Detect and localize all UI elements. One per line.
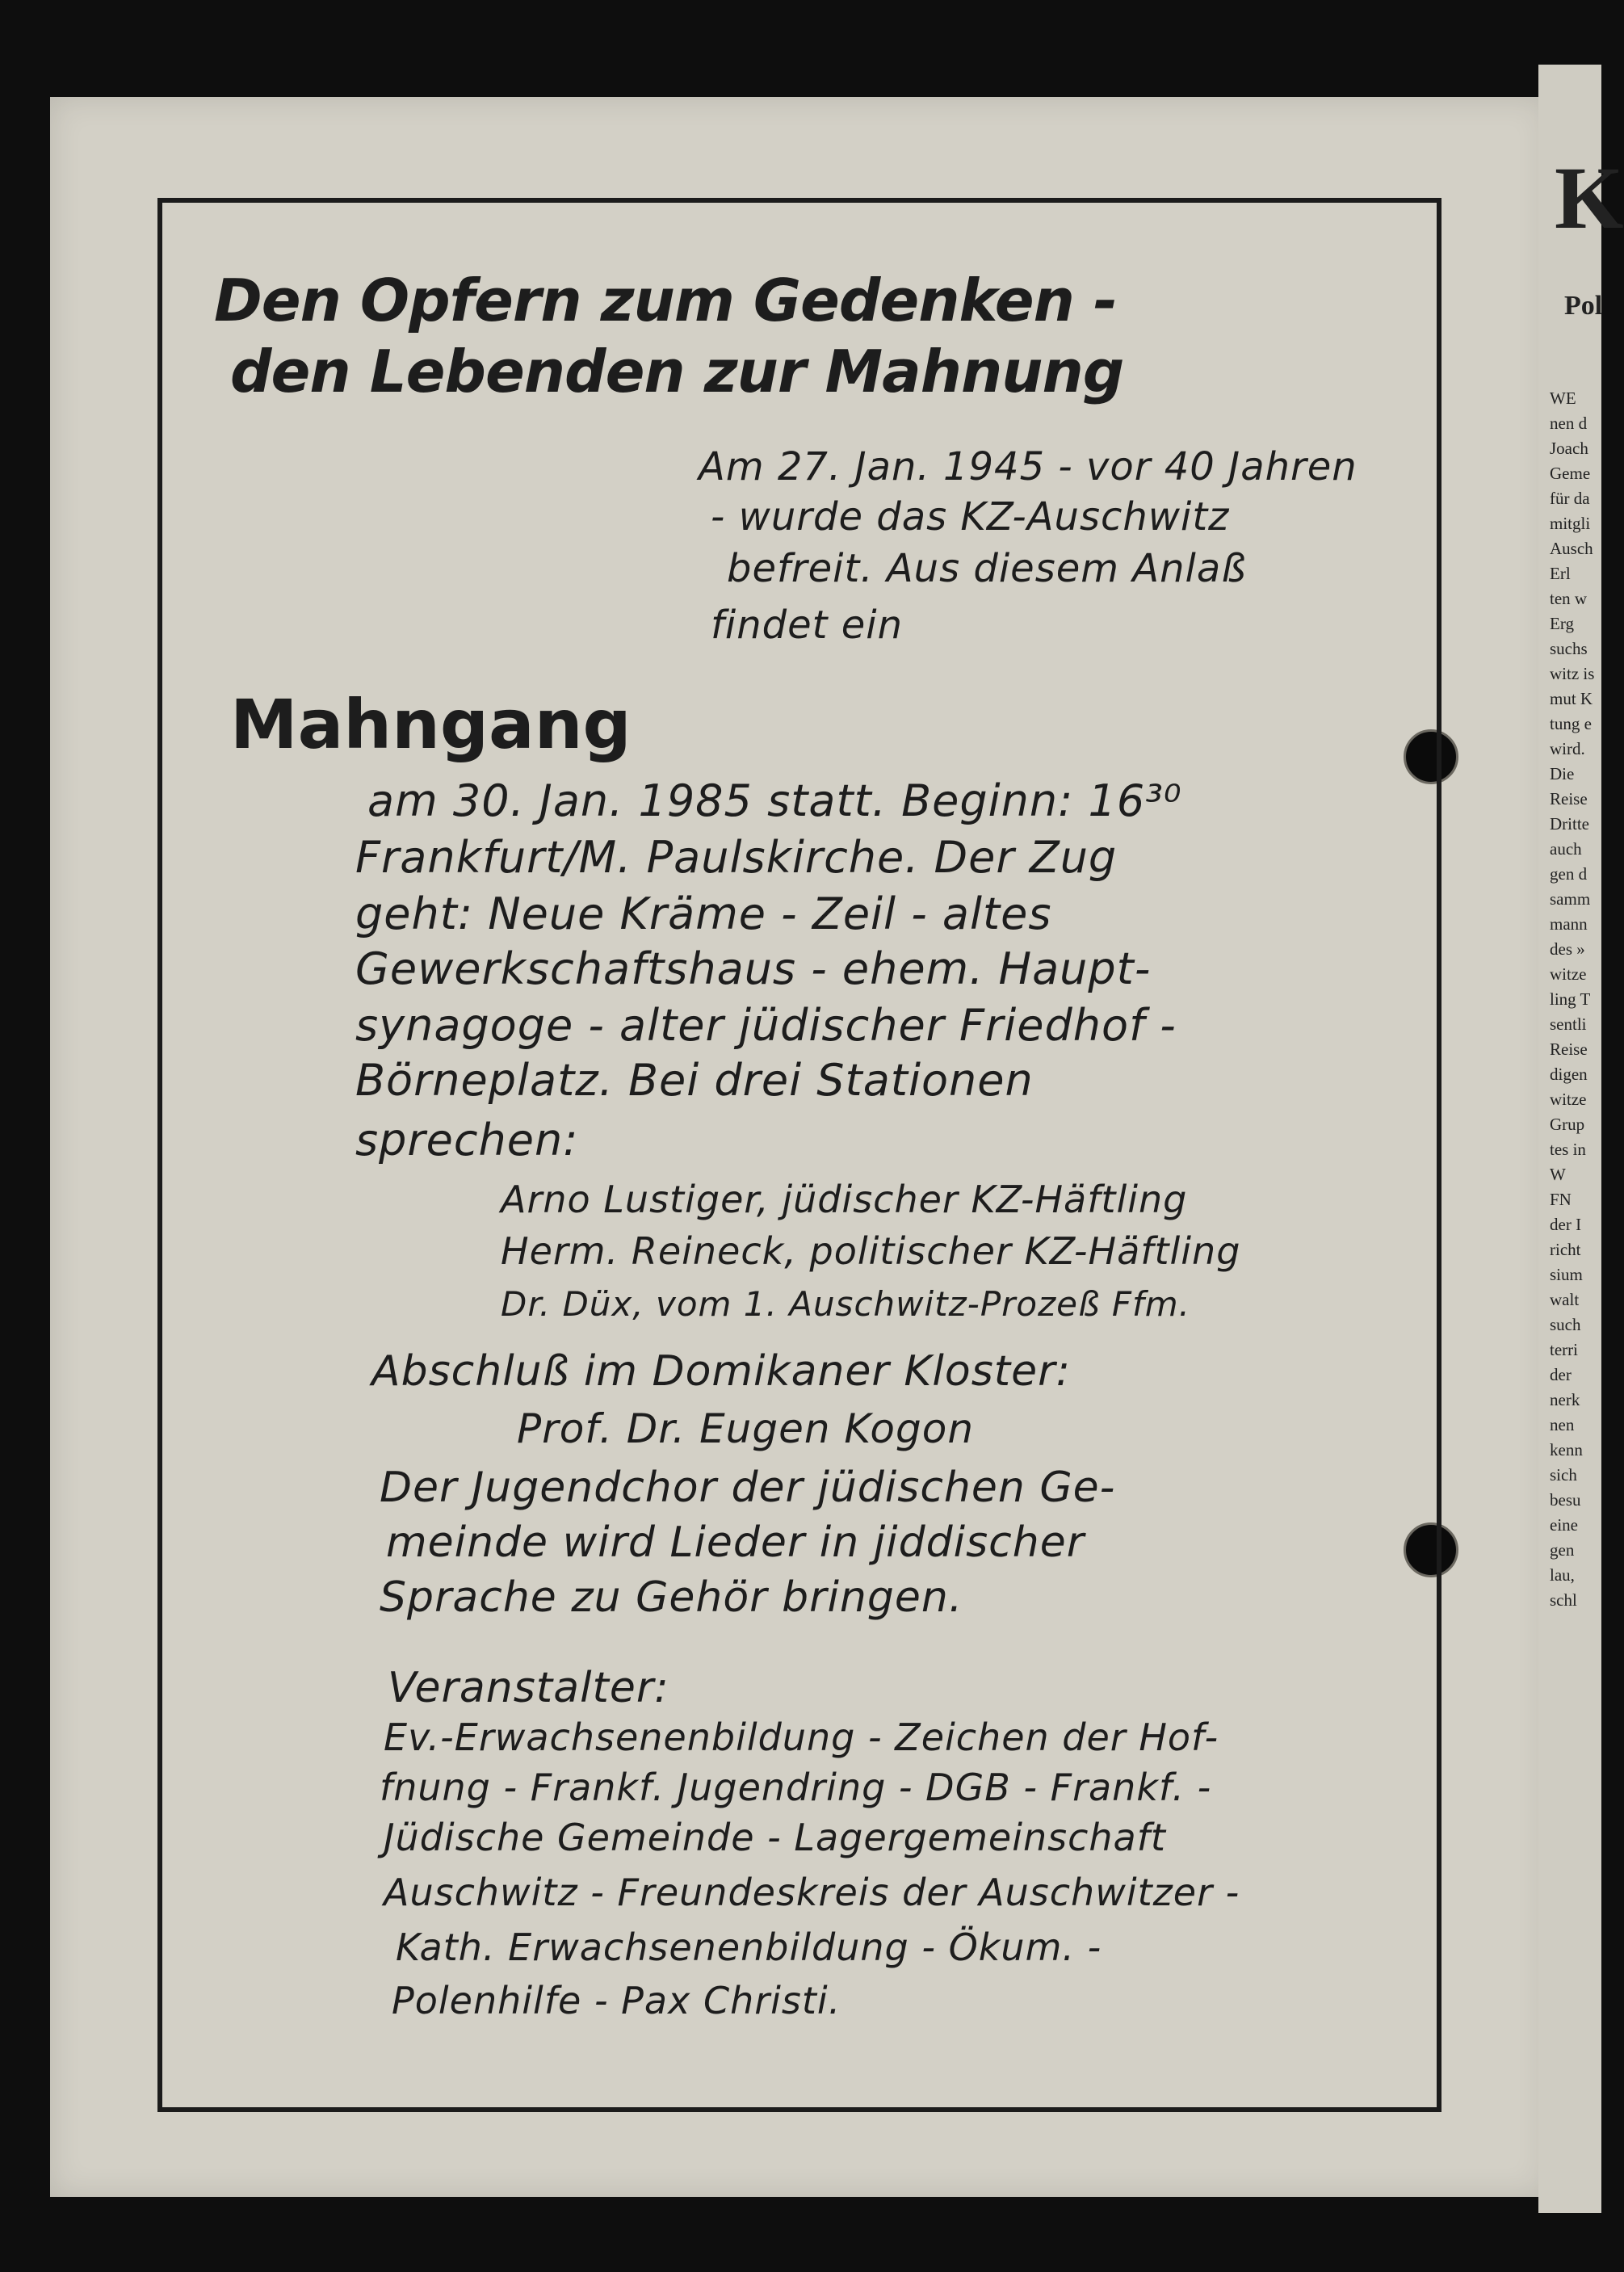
- adjacent-page-text-line: schl: [1550, 1590, 1577, 1610]
- event-name: Mahngang: [230, 685, 632, 764]
- adjacent-page-text-line: richt: [1550, 1240, 1581, 1259]
- organizer-line-1: Ev.-Erwachsenenbildung - Zeichen der Hof-: [384, 1716, 1219, 1759]
- intro-line-3: befreit. Aus diesem Anlaß: [727, 546, 1247, 591]
- adjacent-page-text-line: Erg: [1550, 614, 1574, 633]
- adjacent-page-text-line: ten w: [1550, 589, 1588, 608]
- adjacent-page-subheading: Pol: [1564, 291, 1603, 321]
- adjacent-page-text-line: gen d: [1550, 864, 1588, 884]
- detail-line-3: geht: Neue Kräme - Zeil - altes: [355, 888, 1052, 939]
- detail-line-1: am 30. Jan. 1985 statt. Beginn: 16³⁰: [367, 775, 1182, 826]
- adjacent-page-text-line: kenn: [1550, 1440, 1583, 1459]
- speaker-1: Arno Lustiger, jüdischer KZ-Häftling: [501, 1178, 1188, 1221]
- organizer-line-3: Jüdische Gemeinde - Lagergemeinschaft: [384, 1816, 1166, 1859]
- adjacent-page-text-line: mut K: [1550, 689, 1593, 708]
- adjacent-page-text-line: tung e: [1550, 714, 1592, 733]
- adjacent-page-text-line: samm: [1550, 889, 1591, 909]
- detail-line-4: Gewerkschaftshaus - ehem. Haupt-: [355, 943, 1152, 994]
- organizer-line-5: Kath. Erwachsenenbildung - Ökum. -: [396, 1926, 1102, 1969]
- speaker-3: Dr. Düx, vom 1. Auschwitz-Prozeß Ffm.: [501, 1284, 1191, 1324]
- adjacent-page-text-line: Die: [1550, 764, 1575, 783]
- adjacent-page-text-line: witze: [1550, 964, 1587, 984]
- detail-line-7: sprechen:: [355, 1115, 579, 1165]
- adjacent-page-text-line: WE: [1550, 388, 1576, 408]
- adjacent-page-text-line: ling T: [1550, 989, 1591, 1009]
- adjacent-page-text-line: Grup: [1550, 1115, 1585, 1134]
- organizer-line-6: Polenhilfe - Pax Christi.: [392, 1979, 841, 2022]
- adjacent-page-text-line: sium: [1550, 1265, 1583, 1284]
- adjacent-page-text-line: der I: [1550, 1215, 1582, 1234]
- adjacent-page-text-line: terri: [1550, 1340, 1578, 1359]
- adjacent-page-text-line: suchs: [1550, 639, 1588, 658]
- adjacent-page-text-line: sentli: [1550, 1014, 1587, 1034]
- adjacent-page-text-line: tes in: [1550, 1140, 1586, 1159]
- choir-line-3: Sprache zu Gehör bringen.: [380, 1573, 963, 1622]
- adjacent-page-text-line: Reise: [1550, 1039, 1588, 1059]
- adjacent-page-edge: [1538, 65, 1624, 2213]
- organizers-label: Veranstalter:: [388, 1664, 669, 1712]
- choir-line-1: Der Jugendchor der jüdischen Ge-: [380, 1464, 1116, 1512]
- adjacent-page-text-line: der: [1550, 1365, 1572, 1384]
- adjacent-page-text-line: auch: [1550, 839, 1582, 859]
- choir-line-2: meinde wird Lieder in jiddischer: [386, 1518, 1085, 1567]
- adjacent-page-text-line: nen: [1550, 1415, 1575, 1434]
- intro-line-1: Am 27. Jan. 1945 - vor 40 Jahren: [699, 444, 1358, 489]
- adjacent-page-text-line: sich: [1550, 1465, 1577, 1485]
- poster-title-line-1: Den Opfern zum Gedenken -: [214, 267, 1117, 334]
- adjacent-page-text-line: Reise: [1550, 789, 1588, 808]
- adjacent-page-text-line: des »: [1550, 939, 1585, 959]
- adjacent-page-text-line: Joach: [1550, 439, 1588, 458]
- organizer-line-4: Auschwitz - Freundeskreis der Auschwitzer -: [384, 1871, 1240, 1914]
- adjacent-page-text-line: für da: [1550, 489, 1590, 508]
- adjacent-page-text-line: gen: [1550, 1540, 1575, 1560]
- adjacent-page-text-line: such: [1550, 1315, 1581, 1334]
- detail-line-2: Frankfurt/M. Paulskirche. Der Zug: [355, 832, 1118, 883]
- adjacent-page-text-line: eine: [1550, 1515, 1578, 1535]
- adjacent-page-text-line: Dritte: [1550, 814, 1589, 834]
- adjacent-page-text: [1550, 386, 1601, 1613]
- speaker-2: Herm. Reineck, politischer KZ-Häftling: [501, 1229, 1241, 1273]
- adjacent-page-text-line: witze: [1550, 1090, 1587, 1109]
- organizer-line-2: fnung - Frankf. Jugendring - DGB - Frankf. -: [380, 1766, 1212, 1809]
- adjacent-page-text-line: Geme: [1550, 464, 1591, 483]
- detail-line-5: synagoge - alter jüdischer Friedhof -: [355, 1000, 1177, 1051]
- adjacent-page-text-line: Erl: [1550, 564, 1571, 583]
- adjacent-page-text-line: witz is: [1550, 664, 1595, 683]
- adjacent-page-text-line: nen d: [1550, 414, 1588, 433]
- adjacent-page-text-line: besu: [1550, 1490, 1581, 1510]
- adjacent-page-text-line: FN: [1550, 1190, 1572, 1209]
- adjacent-page-text-line: Ausch: [1550, 539, 1593, 558]
- detail-line-6: Börneplatz. Bei drei Stationen: [355, 1055, 1034, 1106]
- adjacent-page-text-line: nerk: [1550, 1390, 1580, 1409]
- adjacent-page-text-line: mitgli: [1550, 514, 1591, 533]
- adjacent-page-text-line: lau,: [1550, 1565, 1575, 1585]
- adjacent-page-text-line: digen: [1550, 1065, 1588, 1084]
- intro-line-2: - wurde das KZ-Auschwitz: [711, 494, 1230, 540]
- closing-speaker: Prof. Dr. Eugen Kogon: [517, 1405, 975, 1452]
- adjacent-page-heading: K: [1555, 149, 1624, 247]
- adjacent-page-text-line: mann: [1550, 914, 1588, 934]
- adjacent-page-text-line: wird.: [1550, 739, 1585, 758]
- intro-line-4: findet ein: [711, 603, 904, 648]
- adjacent-page-text-line: walt: [1550, 1290, 1580, 1309]
- adjacent-page-text-line: W: [1550, 1165, 1566, 1184]
- poster-title-line-2: den Lebenden zur Mahnung: [230, 338, 1124, 405]
- closing-label: Abschluß im Domikaner Kloster:: [371, 1347, 1072, 1396]
